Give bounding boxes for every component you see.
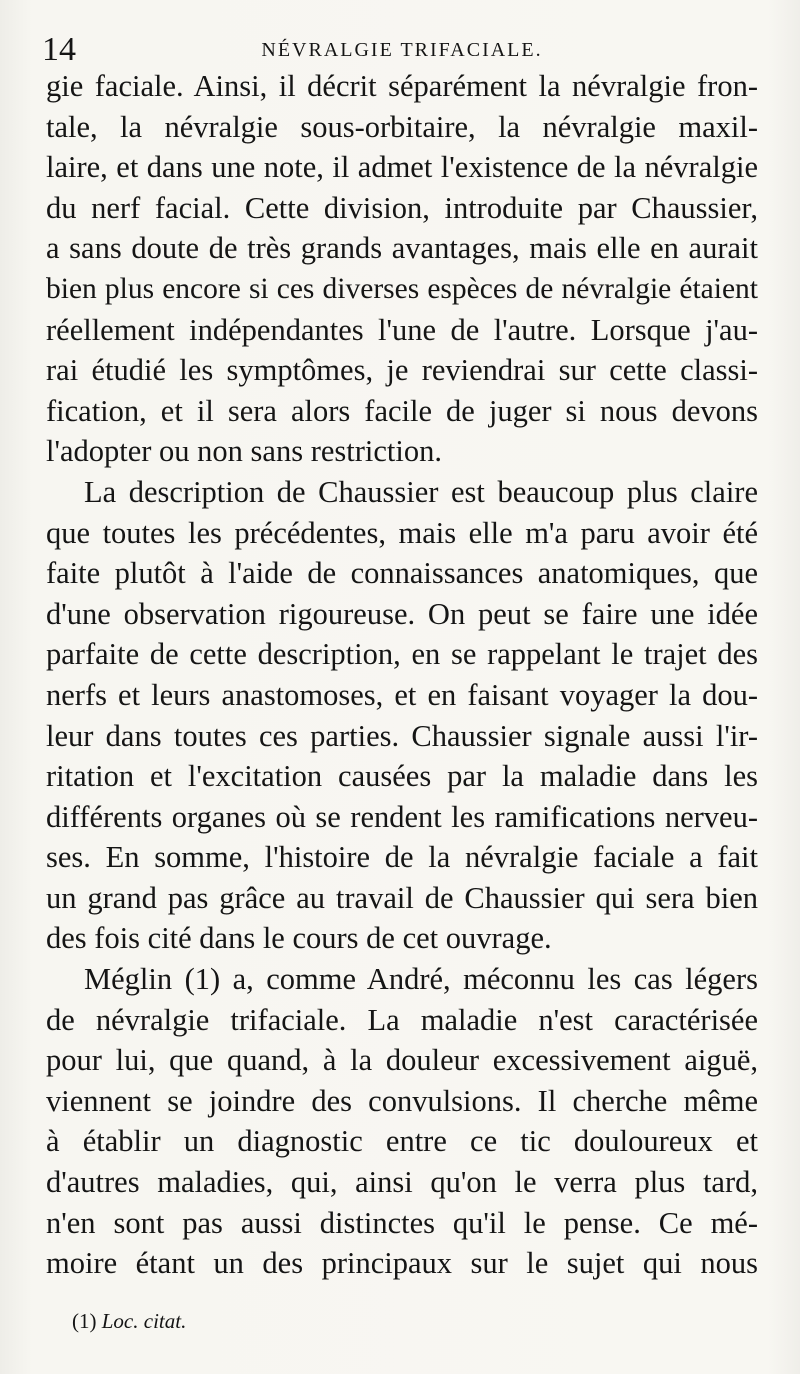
footnote-text: Loc. citat.	[101, 1309, 187, 1333]
text-line: des fois cité dans le cours de cet ouvrage.	[46, 921, 552, 956]
running-title: NÉVRALGIE TRIFACIALE.	[261, 39, 543, 61]
text-line: faite plutôt à l'aide de connaissances anatomiques, que	[46, 556, 758, 591]
text-line: rai étudié les symptômes, je reviendrai sur cette classi-	[46, 353, 758, 388]
text-line: que toutes les précédentes, mais elle m'a paru avoir été	[46, 515, 758, 550]
text-line: gie faciale. Ainsi, il décrit séparément la névralgie fron-	[46, 69, 758, 103]
body-text	[46, 66, 758, 1284]
running-head	[42, 30, 762, 70]
text-line: pour lui, que quand, à la douleur excessivement aiguë,	[46, 1043, 758, 1078]
text-line: d'une observation rigoureuse. On peut se faire une idée	[46, 596, 758, 631]
text-line: un grand pas grâce au travail de Chaussier qui sera bien	[46, 880, 758, 915]
page-number: 14	[42, 31, 76, 68]
text-line: leur dans toutes ces parties. Chaussier signale aussi l'ir-	[46, 718, 758, 753]
text-line: ses. En somme, l'histoire de la névralgie faciale a fait	[46, 840, 758, 875]
text-line: tale, la névralgie sous-orbitaire, la névralgie maxil-	[46, 109, 758, 144]
paragraph-first-line: Méglin (1) a, comme André, méconnu les cas légers	[84, 962, 758, 997]
text-line: fication, et il sera alors facile de juger si nous devons	[46, 393, 758, 428]
paragraph-first-line: La description de Chaussier est beaucoup plus claire	[84, 474, 758, 509]
text-line: ritation et l'excitation causées par la maladie dans les	[46, 759, 758, 794]
text-line: bien plus encore si ces diverses espèces de névralgie étaient	[46, 272, 758, 305]
footnote	[72, 1306, 186, 1336]
text-line: d'autres maladies, qui, ainsi qu'on le verra plus tard,	[46, 1165, 758, 1200]
text-line: à établir un diagnostic entre ce tic douloureux et	[46, 1124, 758, 1159]
text-line: nerfs et leurs anastomoses, et en faisant voyager la dou-	[46, 677, 758, 712]
text-line: différents organes où se rendent les ramifications nerveu-	[46, 799, 758, 834]
text-line: réellement indépendantes l'une de l'autre. Lorsque j'au-	[46, 312, 758, 347]
text-line: n'en sont pas aussi distinctes qu'il le pense. Ce mé-	[46, 1205, 758, 1240]
text-line: du nerf facial. Cette division, introduite par Chaussier,	[46, 190, 758, 225]
text-line: viennent se joindre des convulsions. Il cherche même	[46, 1083, 758, 1118]
text-line: a sans doute de très grands avantages, mais elle en aurait	[46, 231, 758, 266]
footnote-marker: (1)	[72, 1309, 97, 1333]
text-line: parfaite de cette description, en se rappelant le trajet des	[46, 637, 758, 672]
text-line: l'adopter ou non sans restriction.	[46, 434, 442, 469]
text-line: de névralgie trifaciale. La maladie n'est caractérisée	[46, 1002, 758, 1037]
text-line: laire, et dans une note, il admet l'existence de la névralgie	[46, 150, 758, 185]
text-line: moire étant un des principaux sur le sujet qui nous	[46, 1246, 758, 1281]
